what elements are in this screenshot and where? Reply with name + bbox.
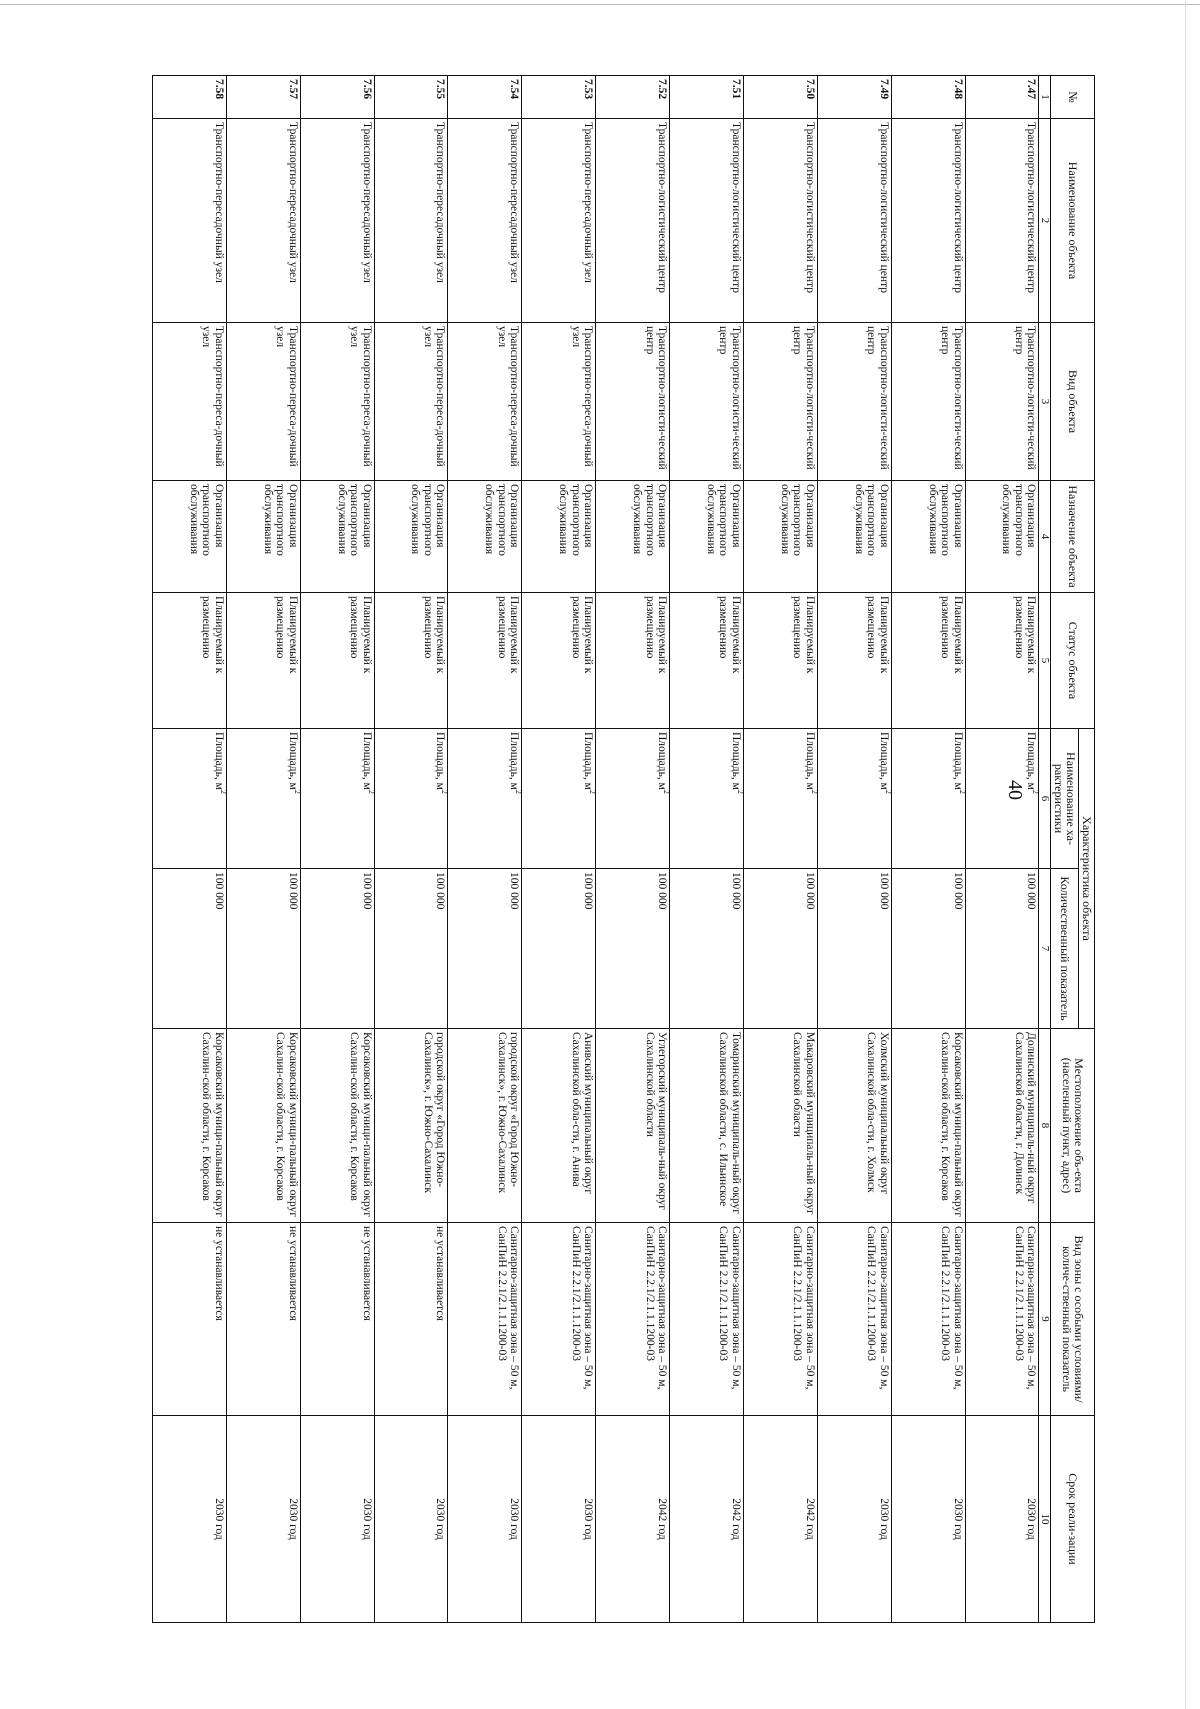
object-name: Транспортно-пересадочный узел xyxy=(522,119,596,323)
unit-superscript: 2 xyxy=(735,789,745,794)
characteristic-name xyxy=(153,729,227,869)
header-purpose: Назначение объекта xyxy=(1051,481,1095,593)
characteristic-label: Площадь, м xyxy=(360,732,373,790)
row-number: 7.49 xyxy=(817,76,891,119)
characteristic-value: 100 000 xyxy=(153,869,227,1029)
object-type: Транспортно-переса-дочный узел xyxy=(522,323,596,481)
object-location: Долинский муниципаль-ный округ Сахалинской области, г. Долинск xyxy=(965,1029,1039,1223)
table-row xyxy=(891,76,965,1623)
table-row xyxy=(374,76,448,1623)
object-name: Транспортно-логистический центр xyxy=(817,119,891,323)
zone-type: Санитарно-защитная зона – 50 м, СанПиН 2.2.1/2.1.1.1200-03 xyxy=(522,1223,596,1416)
object-purpose: Организация транспортного обслуживания xyxy=(744,481,818,593)
object-type: Транспортно-переса-дочный узел xyxy=(300,323,374,481)
object-status: Планируемый к размещению xyxy=(891,593,965,729)
header-no: № xyxy=(1051,76,1095,119)
table-row xyxy=(300,76,374,1623)
deadline: 2042 год xyxy=(670,1416,744,1623)
object-location: Корсаковский муници-пальный округ Сахалин-ской области, г. Корсаков xyxy=(226,1029,300,1223)
object-purpose: Организация транспортного обслуживания xyxy=(153,481,227,593)
table-row xyxy=(817,76,891,1623)
object-type: Транспортно-логисти-ческий центр xyxy=(744,323,818,481)
table-row xyxy=(522,76,596,1623)
object-status: Планируемый к размещению xyxy=(448,593,522,729)
row-number: 7.47 xyxy=(965,76,1039,119)
object-purpose: Организация транспортного обслуживания xyxy=(965,481,1039,593)
object-type: Транспортно-логисти-ческий центр xyxy=(817,323,891,481)
header-location: Местоположение объ-екта (населенный пункт, адрес) xyxy=(1051,1029,1095,1223)
header-char-name: Наименование ха-рактеристики xyxy=(1051,729,1079,869)
row-number: 7.50 xyxy=(744,76,818,119)
deadline: 2042 год xyxy=(744,1416,818,1623)
objects-table xyxy=(152,75,1095,1623)
characteristic-label: Площадь, м xyxy=(508,732,521,790)
object-status: Планируемый к размещению xyxy=(153,593,227,729)
table-row xyxy=(226,76,300,1623)
unit-superscript: 2 xyxy=(809,789,819,794)
unit-superscript: 2 xyxy=(588,789,598,794)
characteristic-label: Площадь, м xyxy=(656,732,669,790)
characteristic-label: Площадь, м xyxy=(877,732,890,790)
object-status: Планируемый к размещению xyxy=(670,593,744,729)
characteristic-value: 100 000 xyxy=(300,869,374,1029)
unit-superscript: 2 xyxy=(514,789,524,794)
object-name: Транспортно-пересадочный узел xyxy=(226,119,300,323)
object-name: Транспортно-пересадочный узел xyxy=(448,119,522,323)
characteristic-name xyxy=(891,729,965,869)
object-status: Планируемый к размещению xyxy=(965,593,1039,729)
object-name: Транспортно-логистический центр xyxy=(965,119,1039,323)
deadline: 2030 год xyxy=(153,1416,227,1623)
object-type: Транспортно-переса-дочный узел xyxy=(448,323,522,481)
table-row xyxy=(596,76,670,1623)
object-name: Транспортно-логистический центр xyxy=(670,119,744,323)
column-number: 5 xyxy=(1039,593,1051,729)
object-purpose: Организация транспортного обслуживания xyxy=(300,481,374,593)
object-purpose: Организация транспортного обслуживания xyxy=(448,481,522,593)
table-row xyxy=(448,76,522,1623)
object-name: Транспортно-логистический центр xyxy=(744,119,818,323)
table-body xyxy=(153,76,1040,1623)
unit-superscript: 2 xyxy=(366,789,376,794)
column-number: 8 xyxy=(1039,1029,1051,1223)
object-type: Транспортно-переса-дочный узел xyxy=(374,323,448,481)
object-location: Углегорский муниципаль-ный округ Сахалинской области xyxy=(596,1029,670,1223)
header-name: Наименование объекта xyxy=(1051,119,1095,323)
row-number: 7.48 xyxy=(891,76,965,119)
column-number-row xyxy=(1039,76,1051,1623)
characteristic-label: Площадь, м xyxy=(286,732,299,790)
object-location: Томаринский муниципаль-ный округ Сахалинской области, с. Ильинское xyxy=(670,1029,744,1223)
characteristic-label: Площадь, м xyxy=(951,732,964,790)
object-purpose: Организация транспортного обслуживания xyxy=(891,481,965,593)
characteristic-value: 100 000 xyxy=(522,869,596,1029)
object-purpose: Организация транспортного обслуживания xyxy=(596,481,670,593)
deadline: 2042 год xyxy=(596,1416,670,1623)
object-type: Транспортно-логисти-ческий центр xyxy=(891,323,965,481)
object-location: Макаровский муниципаль-ный округ Сахалинской области xyxy=(744,1029,818,1223)
characteristic-value: 100 000 xyxy=(744,869,818,1029)
deadline: 2030 год xyxy=(226,1416,300,1623)
object-status: Планируемый к размещению xyxy=(817,593,891,729)
unit-superscript: 2 xyxy=(883,789,893,794)
characteristic-name xyxy=(817,729,891,869)
unit-superscript: 2 xyxy=(1031,789,1041,794)
characteristic-name xyxy=(744,729,818,869)
object-name: Транспортно-пересадочный узел xyxy=(300,119,374,323)
zone-type: Санитарно-защитная зона – 50 м, СанПиН 2.2.1/2.1.1.1200-03 xyxy=(596,1223,670,1416)
characteristic-value: 100 000 xyxy=(891,869,965,1029)
scan-edge-line xyxy=(0,4,1200,5)
deadline: 2030 год xyxy=(522,1416,596,1623)
deadline: 2030 год xyxy=(374,1416,448,1623)
characteristic-name xyxy=(596,729,670,869)
object-purpose: Организация транспортного обслуживания xyxy=(670,481,744,593)
object-status: Планируемый к размещению xyxy=(300,593,374,729)
deadline: 2030 год xyxy=(965,1416,1039,1623)
zone-type: Санитарно-защитная зона – 50 м, СанПиН 2.2.1/2.1.1.1200-03 xyxy=(817,1223,891,1416)
column-number: 10 xyxy=(1039,1416,1051,1623)
object-purpose: Организация транспортного обслуживания xyxy=(522,481,596,593)
characteristic-value: 100 000 xyxy=(374,869,448,1029)
characteristic-label: Площадь, м xyxy=(730,732,742,790)
characteristic-value: 100 000 xyxy=(817,869,891,1029)
unit-superscript: 2 xyxy=(661,789,671,794)
characteristic-name xyxy=(522,729,596,869)
zone-type: Санитарно-защитная зона – 50 м, СанПиН 2.2.1/2.1.1.1200-03 xyxy=(448,1223,522,1416)
object-type: Транспортно-логисти-ческий центр xyxy=(965,323,1039,481)
scan-edge-line xyxy=(1185,0,1186,1709)
row-number: 7.54 xyxy=(448,76,522,119)
characteristic-name xyxy=(374,729,448,869)
characteristic-name xyxy=(300,729,374,869)
header-deadline: Срок реали-зации xyxy=(1051,1416,1095,1623)
object-location: Корсаковский муници-пальный округ Сахалин-ской области, г. Корсаков xyxy=(153,1029,227,1223)
object-purpose: Организация транспортного обслуживания xyxy=(817,481,891,593)
object-location: Холмский муниципальный округ Сахалинской обла-сти, г. Холмск xyxy=(817,1029,891,1223)
row-number: 7.58 xyxy=(153,76,227,119)
zone-type: не устанавливается xyxy=(300,1223,374,1416)
header-char-value: Количественный показатель xyxy=(1051,869,1079,1029)
unit-superscript: 2 xyxy=(292,789,302,794)
table-row xyxy=(153,76,227,1623)
object-name: Транспортно-логистический центр xyxy=(891,119,965,323)
row-number: 7.51 xyxy=(670,76,744,119)
object-status: Планируемый к размещению xyxy=(226,593,300,729)
row-number: 7.55 xyxy=(374,76,448,119)
object-name: Транспортно-пересадочный узел xyxy=(153,119,227,323)
table-row xyxy=(670,76,744,1623)
table-row xyxy=(965,76,1039,1623)
column-number: 6 xyxy=(1039,729,1051,869)
characteristic-label: Площадь, м xyxy=(1025,732,1038,790)
object-location: городской округ «Город Южно-Сахалинск», г. Южно-Сахалинск xyxy=(374,1029,448,1223)
characteristic-value: 100 000 xyxy=(596,869,670,1029)
page-number: 40 xyxy=(1004,780,1026,800)
object-name: Транспортно-пересадочный узел xyxy=(374,119,448,323)
column-number: 3 xyxy=(1039,323,1051,481)
object-type: Транспортно-логисти-ческий центр xyxy=(670,323,744,481)
unit-superscript: 2 xyxy=(218,789,228,794)
rotated-table-sheet xyxy=(152,75,1095,1622)
characteristic-name xyxy=(965,729,1039,869)
column-number: 2 xyxy=(1039,119,1051,323)
deadline: 2030 год xyxy=(817,1416,891,1623)
characteristic-name xyxy=(670,729,744,869)
zone-type: Санитарно-защитная зона – 50 м, СанПиН 2.2.1/2.1.1.1200-03 xyxy=(891,1223,965,1416)
object-location: Анивский муниципальный округ Сахалинской обла-сти, г. Анива xyxy=(522,1029,596,1223)
object-location: городской округ «Город Южно-Сахалинск», г. Южно-Сахалинск xyxy=(448,1029,522,1223)
row-number: 7.53 xyxy=(522,76,596,119)
header-row xyxy=(1079,76,1095,1623)
object-type: Транспортно-переса-дочный узел xyxy=(153,323,227,481)
object-name: Транспортно-логистический центр xyxy=(596,119,670,323)
zone-type: не устанавливается xyxy=(153,1223,227,1416)
characteristic-label: Площадь, м xyxy=(582,732,595,790)
column-number: 9 xyxy=(1039,1223,1051,1416)
row-number: 7.56 xyxy=(300,76,374,119)
deadline: 2030 год xyxy=(891,1416,965,1623)
characteristic-value: 100 000 xyxy=(965,869,1039,1029)
characteristic-name xyxy=(448,729,522,869)
characteristic-label: Площадь, м xyxy=(434,732,447,790)
object-status: Планируемый к размещению xyxy=(596,593,670,729)
object-purpose: Организация транспортного обслуживания xyxy=(374,481,448,593)
characteristic-value: 100 000 xyxy=(226,869,300,1029)
object-type: Транспортно-логисти-ческий центр xyxy=(596,323,670,481)
characteristic-value: 100 000 xyxy=(670,869,744,1029)
unit-superscript: 2 xyxy=(440,789,450,794)
header-status: Статус объекта xyxy=(1051,593,1095,729)
characteristic-label: Площадь, м xyxy=(803,732,816,790)
characteristic-label: Площадь, м xyxy=(212,732,225,790)
object-purpose: Организация транспортного обслуживания xyxy=(226,481,300,593)
object-status: Планируемый к размещению xyxy=(522,593,596,729)
row-number: 7.57 xyxy=(226,76,300,119)
zone-type: не устанавливается xyxy=(374,1223,448,1416)
unit-superscript: 2 xyxy=(957,789,967,794)
column-number: 1 xyxy=(1039,76,1051,119)
column-number: 7 xyxy=(1039,869,1051,1029)
object-location: Корсаковский муници-пальный округ Сахалин-ской области, г. Корсаков xyxy=(300,1029,374,1223)
header-characteristic: Характеристика объекта xyxy=(1079,729,1095,1029)
zone-type: Санитарно-защитная зона – 50 м, СанПиН 2.2.1/2.1.1.1200-03 xyxy=(670,1223,744,1416)
header-zone: Вид зоны с особыми условиями/ количе-ственный показатель xyxy=(1051,1223,1095,1416)
table-row xyxy=(744,76,818,1623)
column-number: 4 xyxy=(1039,481,1051,593)
object-location: Корсаковский муници-пальный округ Сахалин-ской области, г. Корсаков xyxy=(891,1029,965,1223)
object-status: Планируемый к размещению xyxy=(374,593,448,729)
zone-type: Санитарно-защитная зона – 50 м, СанПиН 2.2.1/2.1.1.1200-03 xyxy=(965,1223,1039,1416)
object-status: Планируемый к размещению xyxy=(744,593,818,729)
header-type: Вид объекта xyxy=(1051,323,1095,481)
characteristic-value: 100 000 xyxy=(448,869,522,1029)
zone-type: не устанавливается xyxy=(226,1223,300,1416)
characteristic-name xyxy=(226,729,300,869)
deadline: 2030 год xyxy=(448,1416,522,1623)
zone-type: Санитарно-защитная зона – 50 м, СанПиН 2.2.1/2.1.1.1200-03 xyxy=(744,1223,818,1416)
deadline: 2030 год xyxy=(300,1416,374,1623)
object-type: Транспортно-переса-дочный узел xyxy=(226,323,300,481)
row-number: 7.52 xyxy=(596,76,670,119)
